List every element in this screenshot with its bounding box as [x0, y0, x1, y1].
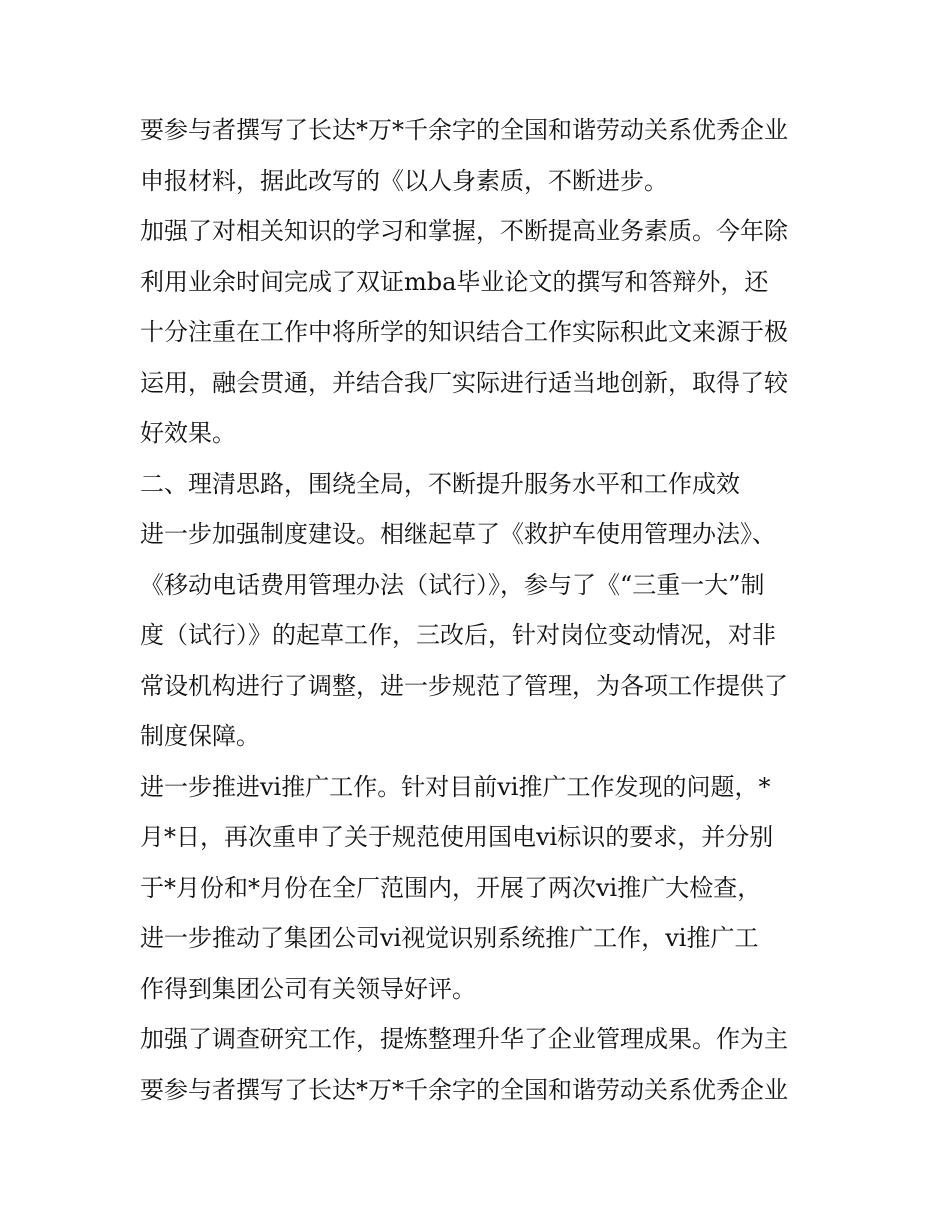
text-line: 作得到集团公司有关领导好评。	[140, 975, 476, 1003]
text-line: 要参与者撰写了长达*万*千余字的全国和谐劳动关系优秀企业	[140, 116, 788, 144]
text-line: 好效果。	[140, 419, 236, 447]
text-line: 要参与者撰写了长达*万*千余字的全国和谐劳动关系优秀企业	[140, 1076, 788, 1104]
text-line: 度（试行）》的起草工作，三改后，针对岗位变动情况，对非	[140, 621, 776, 649]
text-line: 进一步加强制度建设。相继起草了《救护车使用管理办法》、	[140, 520, 776, 548]
text-line: 利用业余时间完成了双证mba毕业论文的撰写和答辩外，还	[140, 268, 769, 296]
section-heading: 二、理清思路，围绕全局，不断提升服务水平和工作成效	[140, 470, 740, 498]
text-line: 十分注重在工作中将所学的知识结合工作实际积此文来源于极	[140, 318, 788, 346]
text-line: 加强了调查研究工作，提炼整理升华了企业管理成果。作为主	[140, 1025, 788, 1053]
text-line: 申报材料，据此改写的《以人身素质，不断进步。	[140, 167, 668, 195]
text-line: 制度保障。	[140, 722, 260, 750]
text-line: 月*日，再次重申了关于规范使用国电vi标识的要求，并分别	[140, 823, 774, 851]
text-line: 《移动电话费用管理办法（试行）》，参与了《“三重一大”制	[140, 571, 765, 599]
text-line: 加强了对相关知识的学习和掌握，不断提高业务素质。今年除	[140, 217, 788, 245]
text-line: 进一步推动了集团公司vi视觉识别系统推广工作，vi推广工	[140, 924, 759, 952]
text-line: 运用，融会贯通，并结合我厂实际进行适当地创新，取得了较	[140, 369, 788, 397]
text-line: 常设机构进行了调整，进一步规范了管理，为各项工作提供了	[140, 672, 788, 700]
text-line: 于*月份和*月份在全厂范围内，开展了两次vi推广大检查，	[140, 874, 762, 902]
text-line: 进一步推进vi推广工作。针对目前vi推广工作发现的问题，*	[140, 773, 771, 801]
